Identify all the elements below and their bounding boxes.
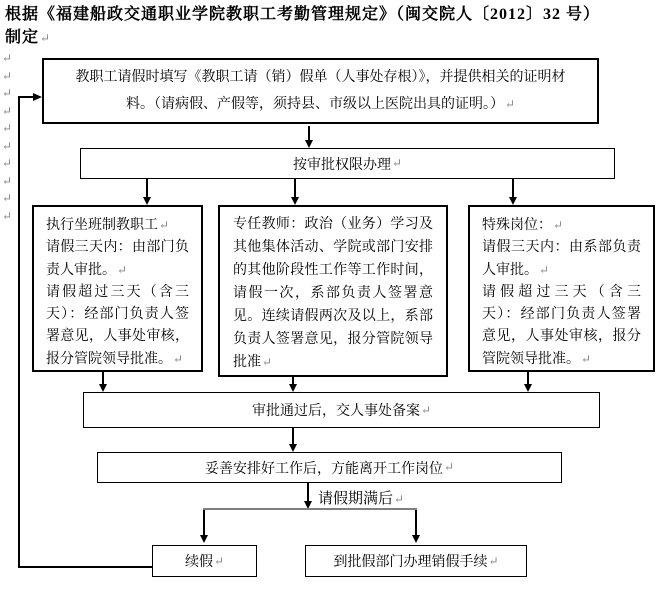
branch-paragraph: 执行坐班制教职工↵ — [46, 218, 170, 233]
paragraph-mark-icon: ↵ — [2, 191, 13, 205]
feedback-arrowhead — [33, 93, 42, 101]
paragraph-mark-icon: ↵ — [2, 156, 13, 170]
end-cancel-leave-procedure: 到批假部门办理销假手续 ↵ — [305, 545, 527, 577]
paragraph-mark-icon: ↵ — [2, 51, 13, 65]
paragraph-mark-icon: ↵ — [117, 263, 128, 277]
branch-paragraph: 请假三天内：由系部负责人审批。↵ — [482, 240, 641, 278]
flow-arrow — [289, 428, 298, 452]
paragraph-mark-icon: ↵ — [262, 355, 273, 369]
paragraph-mark-icon: ↵ — [213, 553, 225, 568]
paragraph-mark-icon: ↵ — [2, 138, 13, 153]
paragraph-mark-icon: ↵ — [2, 121, 13, 135]
branch-paragraph: 特殊岗位：↵ — [482, 218, 564, 233]
branch-office-schedule-staff — [32, 205, 203, 372]
flow-arrow — [304, 483, 313, 509]
paragraph-mark-icon: ↵ — [2, 173, 13, 188]
branch-paragraph: 专任教师：政治（业务）学习及其他集体活动、学院或部门安排的其他阶段性工作等工作时间，请假一次，系部负责人签署意见。连续请假两次及以上，系部负责人签署意见，报分管院领导批准↵ — [233, 217, 433, 370]
branch-paragraph: 请假超过三天（含三天）：经部门负责人签署意见，人事处审核，报分管院领导批准。↵ — [46, 285, 189, 367]
flow-arrow — [412, 510, 421, 543]
title-line-1: 根据《福建船政交通职业学院教职工考勤管理规定》（闽交院人〔2012〕32 号） — [5, 6, 601, 23]
paragraph-mark-icon: ↵ — [391, 156, 403, 170]
paragraph-mark-icon: ↵ — [2, 208, 13, 223]
paragraph-mark-icon: ↵ — [488, 553, 499, 568]
flow-arrow — [200, 510, 209, 543]
leave-expiry-label: 请假期满后↵ — [318, 491, 405, 507]
branch-connector-line — [203, 508, 417, 510]
paragraph-mark-icon: ↵ — [2, 103, 13, 118]
paragraph-mark-icon: ↵ — [581, 352, 592, 366]
paragraph-mark-icon: ↵ — [2, 68, 13, 83]
flow-arrow — [99, 372, 108, 392]
branch-special-posts — [468, 205, 655, 372]
branch-paragraph: 请假超过三天（含三天）：经部门负责人签署意见，人事处审核，报分管院领导批准。↵ — [482, 285, 641, 367]
paragraph-mark-icon: ↵ — [173, 352, 184, 366]
title-line-2: 制定↵ — [5, 29, 52, 46]
flow-step-approval-authority: 按审批权限办理 ↵ — [80, 148, 615, 179]
flow-arrow — [291, 179, 300, 205]
feedback-line-vertical — [18, 96, 20, 567]
flow-arrow — [509, 179, 518, 205]
branch-full-time-teachers — [218, 205, 448, 377]
flow-arrow — [305, 126, 314, 148]
end-continue-leave: 续假 ↵ — [152, 545, 257, 577]
flow-arrow — [524, 372, 533, 392]
paragraph-mark-icon: ↵ — [420, 402, 432, 417]
flow-arrow — [289, 377, 298, 392]
document-title — [5, 3, 667, 50]
paragraph-mark-icon: ↵ — [159, 218, 170, 232]
flow-step-arrange-work: 妥善安排好工作后，方能离开工作岗位 ↵ — [97, 452, 562, 483]
paragraph-mark-icon: ↵ — [2, 86, 13, 100]
flow-step-file-with-hr: 审批通过后，交人事处备案 ↵ — [83, 392, 600, 428]
feedback-line-top — [18, 96, 34, 98]
margin-paragraph-marks — [2, 50, 12, 225]
feedback-line-bottom — [18, 566, 152, 568]
branch-paragraph: 请假三天内：由部门负责人审批。↵ — [46, 240, 189, 278]
paragraph-mark-icon: ↵ — [40, 31, 52, 45]
paragraph-mark-icon: ↵ — [443, 460, 455, 474]
paragraph-mark-icon: ↵ — [539, 263, 550, 277]
flow-step-fill-leave-form: 教职工请假时填写《教职工请（销）假单（人事处存根）》，并提供相关的证明材料。（请病假、产假等，须持县、市级以上医院出具的证明。）↵ — [42, 58, 599, 124]
paragraph-mark-icon: ↵ — [394, 492, 405, 506]
paragraph-mark-icon: ↵ — [504, 97, 516, 111]
paragraph-mark-icon: ↵ — [553, 218, 564, 232]
flow-arrow — [143, 179, 152, 205]
